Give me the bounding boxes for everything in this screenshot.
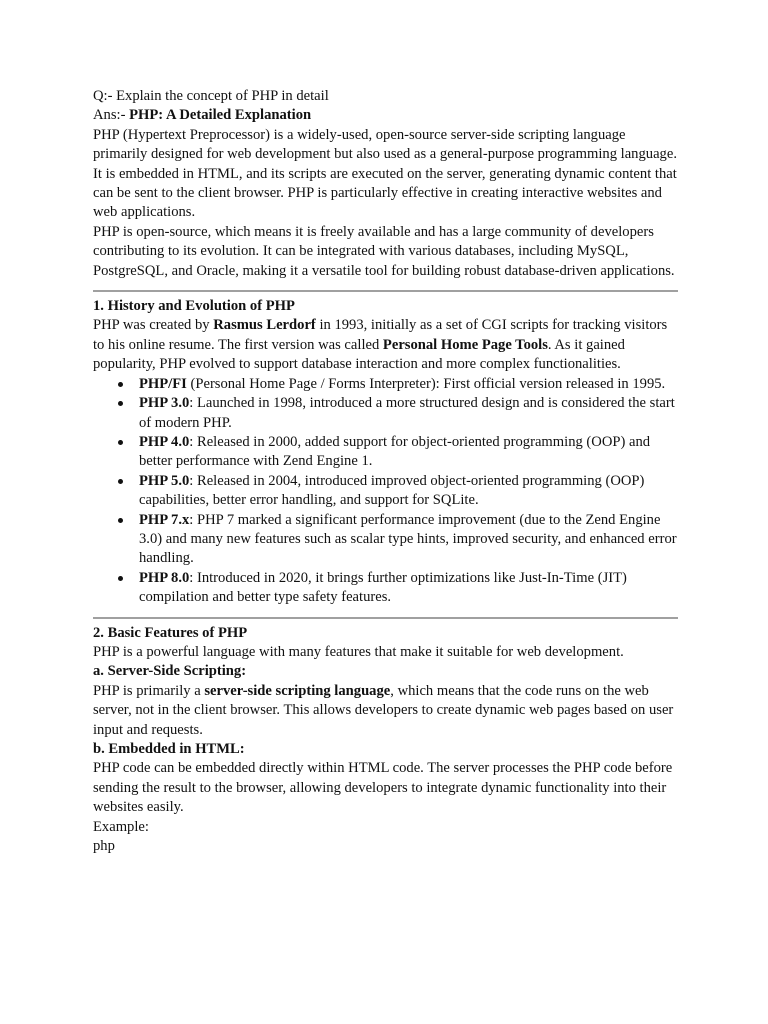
history-bold-creator: Rasmus Lerdorf <box>213 317 316 334</box>
version-name: PHP 3.0 <box>139 395 190 412</box>
intro-paragraph-1: PHP (Hypertext Preprocessor) is a widely-used, open-source server-side scripting language primarily designed for web development but also used as a general-purpose programming language. It is embedded in HTML, and its scripts are executed on the server, generating dynamic content that can be sent to the client browser. PHP is particularly effective in creating interactive websites and web applications. <box>93 126 677 221</box>
version-text: : Launched in 1998, introduced a more structured design and is considered the start of modern PHP. <box>139 395 675 431</box>
answer-prefix: Ans:- <box>93 107 130 124</box>
intro-paragraph-2: PHP is open-source, which means it is freely available and has a large community of developers contributing to its evolution. It can be integrated with various databases, including MySQL, PostgreSQL, and Oracle, making it a versatile tool for building robust database-driven applications. <box>93 223 675 279</box>
version-text: : Released in 2000, added support for object-oriented programming (OOP) and better performance with Zend Engine 1. <box>139 433 651 470</box>
feature-a-text-1: PHP is primarily a <box>93 682 205 699</box>
history-text-1: PHP was created by <box>93 317 214 334</box>
features-heading-text: 2. Basic Features of PHP <box>93 624 248 641</box>
feature-a-heading: a. Server-Side Scripting: <box>93 663 247 680</box>
list-item <box>139 394 678 433</box>
section-divider-1 <box>93 290 678 292</box>
question-line: Q:- Explain the concept of PHP in detail <box>93 88 329 104</box>
history-heading <box>93 297 678 316</box>
version-name: PHP 5.0 <box>139 472 190 489</box>
list-item <box>139 511 678 569</box>
answer-title: PHP: A Detailed Explanation <box>129 107 312 124</box>
feature-b-paragraph: PHP code can be embedded directly within HTML code. The server processes the PHP code before sending the result to the browser, allowing developers to integrate dynamic functionality into their websites easily. <box>93 760 673 816</box>
version-name: PHP 7.x <box>139 511 190 528</box>
list-item <box>139 472 678 511</box>
list-item <box>139 569 678 608</box>
version-text: : Introduced in 2020, it brings further optimizations like Just-In-Time (JIT) compilation and better type safety features. <box>139 569 627 606</box>
features-heading <box>93 624 678 643</box>
section-divider-2 <box>93 617 678 619</box>
document-page <box>93 87 678 856</box>
code-language-label: php <box>93 838 115 855</box>
history-heading-text: 1. History and Evolution of PHP <box>93 298 295 315</box>
version-text: : Released in 2004, introduced improved object-oriented programming (OOP) capabilities, better error handling, and support for SQLite. <box>139 472 645 509</box>
history-text-2: in 1993, initially as a set of CGI scripts for tracking visitors to his online resume. The first version was called <box>93 317 668 353</box>
list-item <box>139 375 678 394</box>
answer-line <box>93 106 678 125</box>
feature-a-text-2: , which means that the code runs on the web server, not in the client browser. This allows developers to create dynamic web pages based on user input and requests. <box>93 682 674 738</box>
example-label: Example: <box>93 818 149 835</box>
version-text: : PHP 7 marked a significant performance improvement (due to the Zend Engine 3.0) and many new features such as scalar type hints, improved security, and enhanced error handling. <box>139 511 677 567</box>
history-bold-tools: Personal Home Page Tools <box>382 336 548 353</box>
version-text: (Personal Home Page / Forms Interpreter): First official version released in 1995. <box>186 375 666 392</box>
feature-a-bold: server-side scripting language <box>204 682 391 699</box>
version-name: PHP/FI <box>139 375 187 392</box>
list-item <box>139 433 678 472</box>
feature-a-paragraph <box>93 682 678 740</box>
feature-b-heading: b. Embedded in HTML: <box>93 741 245 757</box>
version-name: PHP 8.0 <box>139 569 190 586</box>
history-paragraph <box>93 316 678 374</box>
version-name: PHP 4.0 <box>139 433 190 450</box>
features-intro: PHP is a powerful language with many features that make it suitable for web development. <box>93 643 624 660</box>
history-text-3: . As it gained popularity, PHP evolved to support database interaction and more complex functionalities. <box>93 336 625 373</box>
version-list <box>93 375 678 608</box>
